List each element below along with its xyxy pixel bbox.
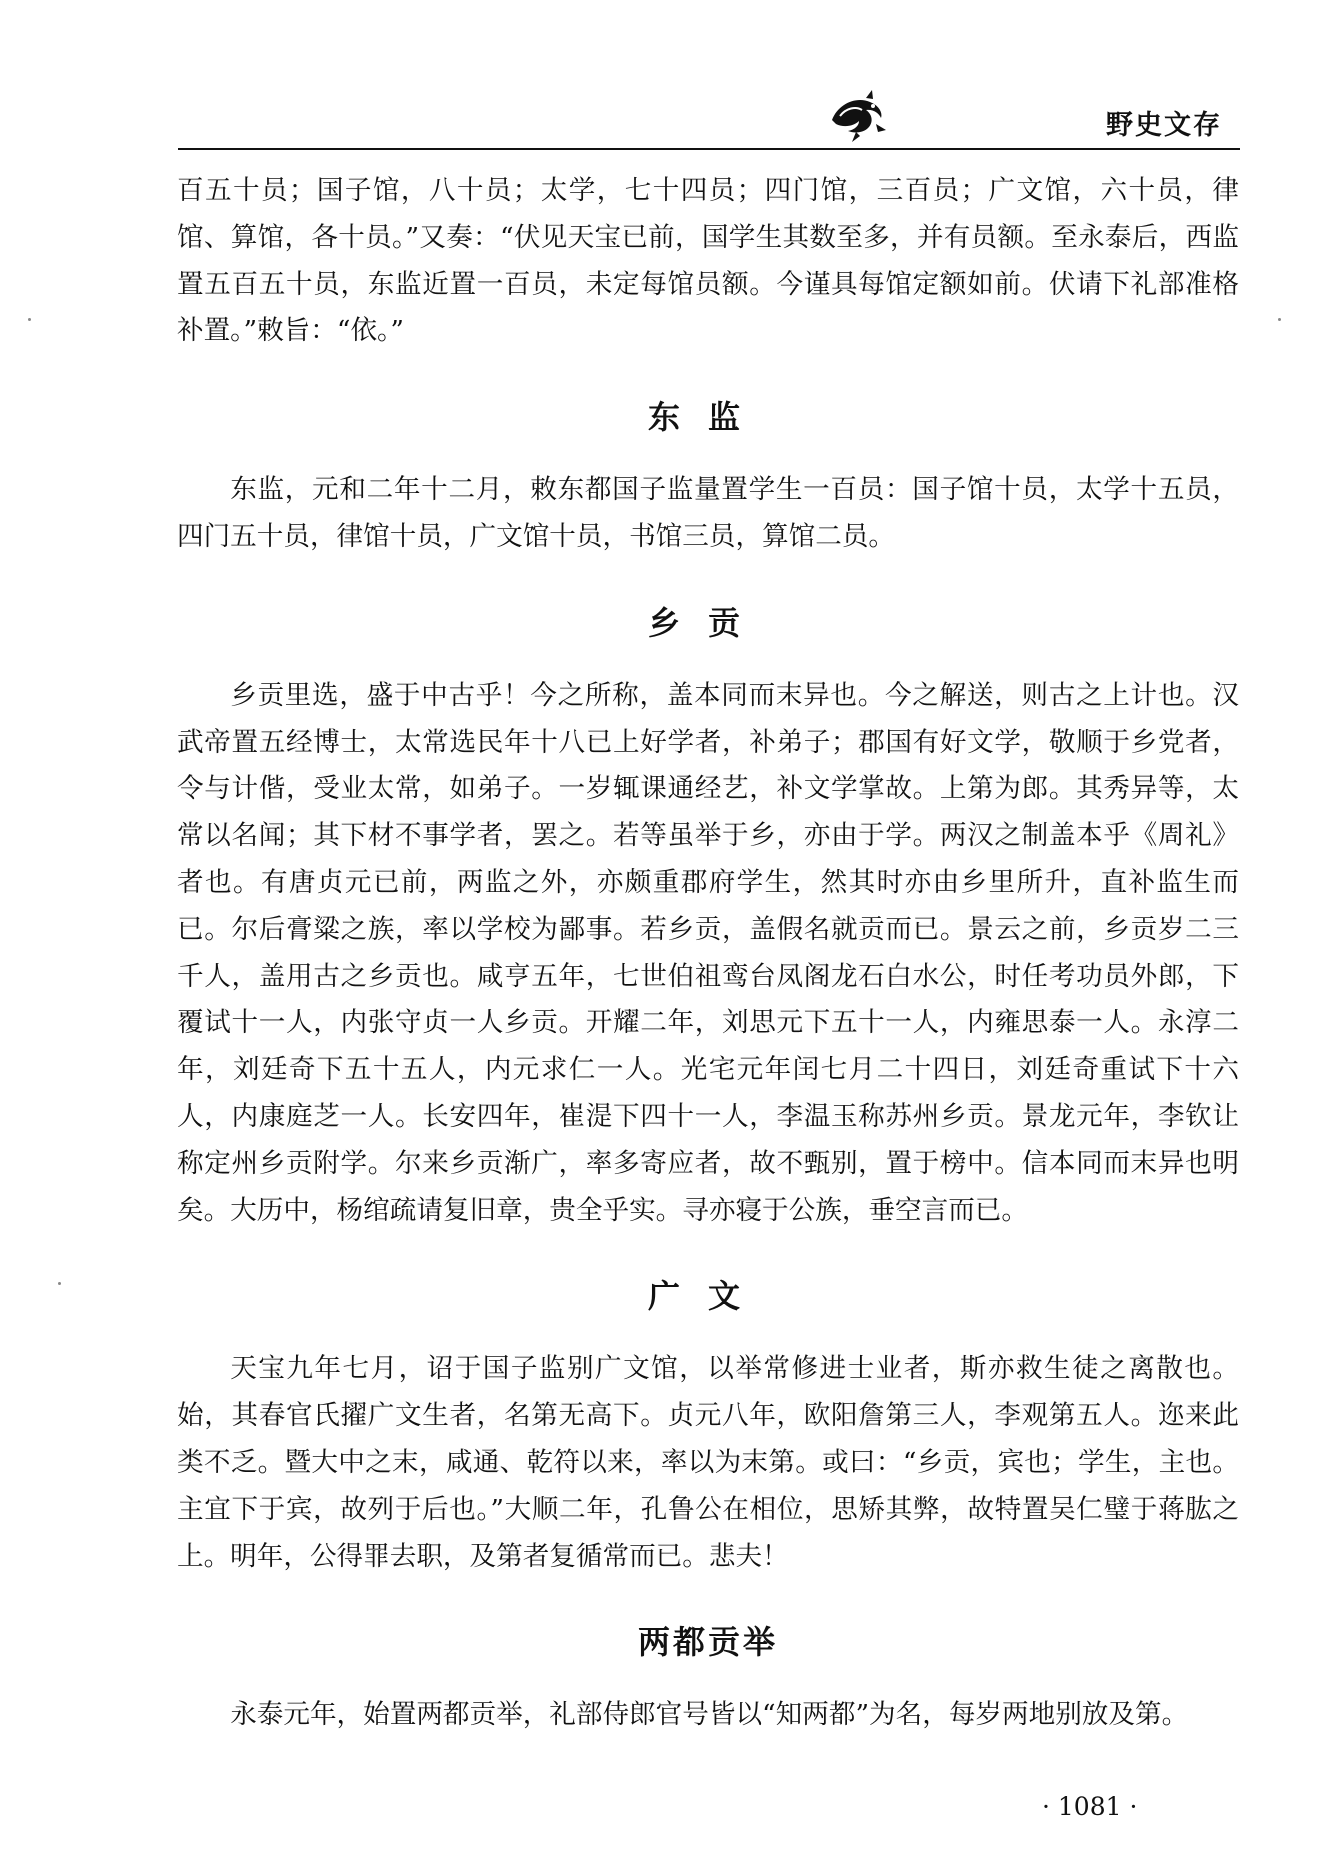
section-heading-guangwen: 广文 <box>647 1277 768 1316</box>
section-body-liangdu-gongju: 永泰元年，始置两都贡举，礼部侍郎官号皆以“知两都”为名，每岁两地别放及第。 <box>230 1699 1189 1731</box>
section-heading-xianggong: 乡贡 <box>647 603 768 642</box>
section-body-xianggong: 乡贡里选，盛于中古乎！今之所称，盖本同而末异也。今之解送，则古之上计也。汉武帝置五经博士，太常选民年十八已上好学者，补弟子；郡国有好文学，敬顺于乡党者，令与计偕，受业太常，如弟子。一岁辄课通经艺，补文学掌故。上第为郎。其秀异等，太常以名闻；其下材不事学者，罢之。若等虽举于乡，亦由于学。两汉之制盖本乎《周礼》者也。有唐贞元已前，两监之外，亦颇重郡府学生，然其时亦由乡里所升，直补监生而已。尔后膏粱之族，率以学校为鄙事。若乡贡，盖假名就贡而已。景云之前，乡贡岁二三千人，盖用古之乡贡也。咸亨五年，七世伯祖鸾台凤阁龙石白水公，时任考功员外郎，下覆试十一人，内张守贞一人乡贡。开耀二年，刘思元下五十一人，内雍思泰一人。永淳二年，刘廷奇下五十五人，内元求仁一人。光宅元年闰七月二十四日，刘廷奇重试下十六人，内康庭芝一人。长安四年，崔湜下四十一人，李温玉称苏州乡贡。景龙元年，李钦让称定州乡贡附学。尔来乡贡渐广，率多寄应者，故不甄别，置于榜中。信本同而末异也明矣。大历中，杨绾疏请复旧章，贵全乎实。寻亦寝于公族，垂空言而已。 <box>177 679 1239 1226</box>
page-body <box>177 168 1239 1739</box>
running-header-title: 野史文存 <box>1106 110 1222 141</box>
dragon-emblem-icon <box>826 86 888 146</box>
intro-paragraph: 百五十员；国子馆，八十员；太学，七十四员；四门馆，三百员；广文馆，六十员，律馆、算馆，各十员。”又奏：“伏见天宝已前，国学生其数至多，并有员额。至永泰后，西监置五百五十员，东监近置一百员，未定每馆员额。今谨具每馆定额如前。伏请下礼部准格补置。”敕旨：“依。” <box>177 175 1239 347</box>
page-number: · 1081 · <box>1042 1792 1138 1821</box>
section-body-dongjian: 东监，元和二年十二月，敕东都国子监量置学生一百员：国子馆十员，太学十五员，四门五十员，律馆十员，广文馆十员，书馆三员，算馆二员。 <box>177 474 1239 552</box>
section-heading-dongjian: 东监 <box>647 398 768 437</box>
section-body-guangwen: 天宝九年七月，诏于国子监别广文馆，以举常修进士业者，斯亦救生徒之离散也。始，其春官氏擢广文生者，名第无高下。贞元八年，欧阳詹第三人，李观第五人。迩来此类不乏。暨大中之末，咸通、乾符以来，率以为末第。或曰：“乡贡，宾也；学生，主也。主宜下于宾，故列于后也。”大顺二年，孔鲁公在相位，思矫其弊，故特置吴仁璧于蒋肱之上。明年，公得罪去职，及第者复循常而已。悲夫！ <box>177 1353 1239 1572</box>
scan-speck <box>28 318 31 321</box>
scan-speck <box>1278 318 1281 321</box>
header-divider <box>178 148 1240 150</box>
scan-speck <box>58 1282 61 1285</box>
section-heading-liangdu-gongju: 两都贡举 <box>637 1623 778 1662</box>
